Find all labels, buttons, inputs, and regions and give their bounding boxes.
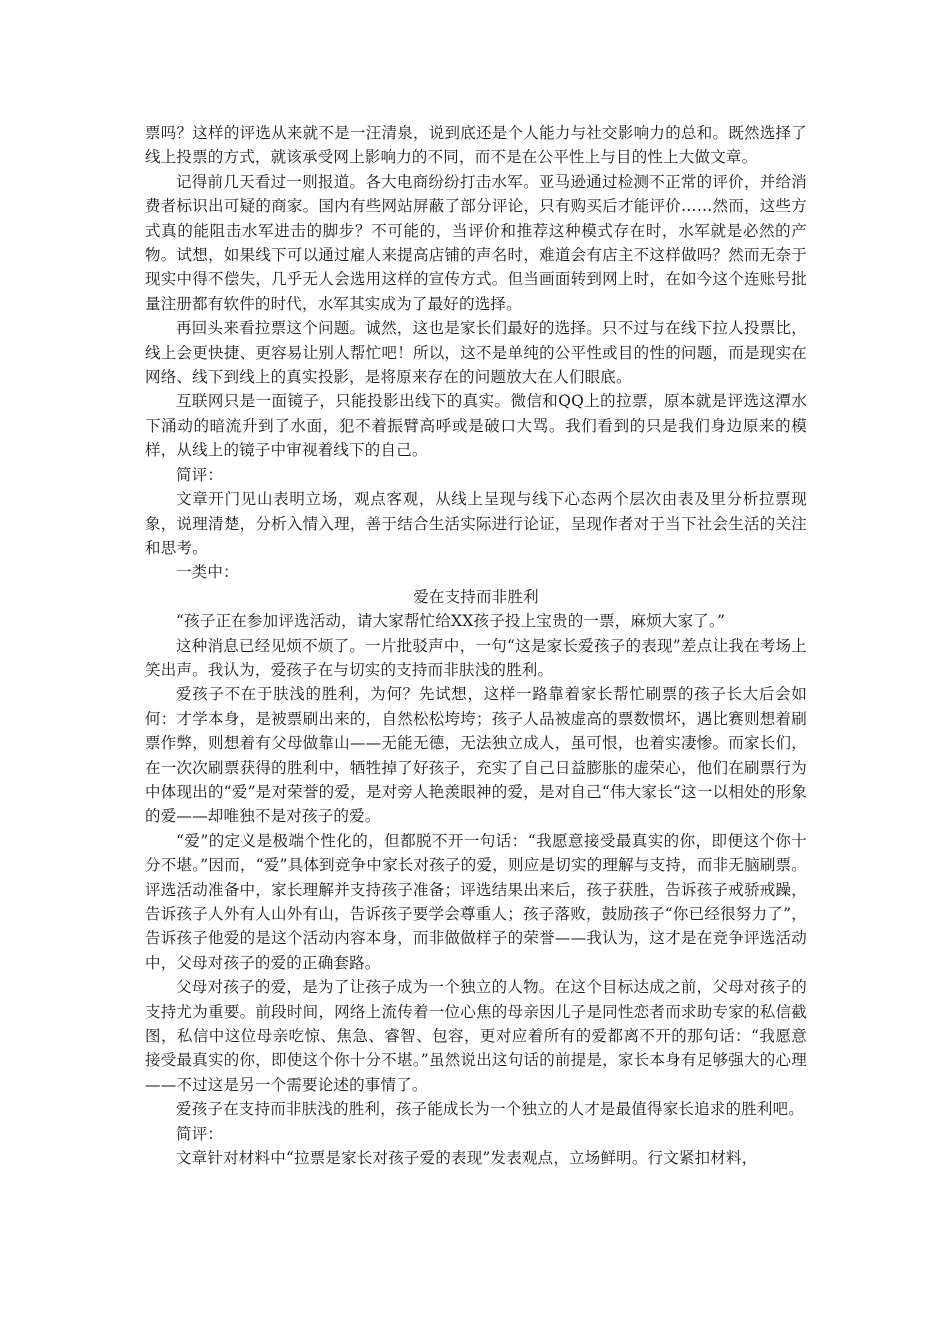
paragraph: 互联网只是一面镜子，只能投影出线下的真实。微信和QQ上的拉票，原本就是评选这潭水下涌动的暗流升到了水面，犯不着振臂高呼或是破口大骂。我们看到的只是我们身边原来的模样，从线上的镜子中审视着线下的自己。 (145, 392, 807, 460)
paragraph: “孩子正在参加评选活动，请大家帮忙给XX孩子投上宝贵的一票，麻烦大家了。” (176, 612, 726, 631)
paragraph: 父母对孩子的爱，是为了让孩子成为一个独立的人物。在这个目标达成之前，父母对孩子的支持尤为重要。前段时间，网络上流传着一位心焦的母亲因儿子是同性恋者而求助专家的私信截图，私信中这位母亲吃惊、焦急、睿智、包容，更对应着所有的爱都离不开的那句话：“我愿意接受最真实的你，即使这个你十分不堪。”虽然说出这句话的前提是，家长本身有足够强大的心理——不过这是另一个需要论述的事情了。 (145, 978, 807, 1094)
paragraph: 爱孩子不在于肤浅的胜利，为何？先试想，这样一路靠着家长帮忙刷票的孩子长大后会如何：才学本身，是被票刷出来的，自然松松垮垮；孩子人品被虚高的票数惯坏，遇比赛则想着刷票作弊，则想着有父母做靠山——无能无德，无法独立成人，虽可恨，也着实凄惨。而家长们，在一次次刷票获得的胜利中，牺牲掉了好孩子，充实了自己日益膨胀的虚荣心，他们在刷票行为中体现出的“爱”是对荣誉的爱，是对旁人艳羡眼神的爱，是对自己“伟大家长“这一以相处的形象的爱——却唯独不是对孩子的爱。 (145, 685, 807, 826)
comment-label: 简评： (176, 1124, 224, 1143)
paragraph: 文章开门见山表明立场，观点客观，从线上呈现与线下心态两个层次由表及里分析拉票现象，说理清楚，分析入情入理，善于结合生活实际进行论证，呈现作者对于当下社会生活的关注和思考。 (145, 490, 807, 557)
paragraph: 再回头来看拉票这个问题。诚然，这也是家长们最好的选择。只不过与在线下拉人投票比，线上会更快捷、更容易让别人帮忙吧！所以，这不是单纯的公平性或目的性的问题，而是现实在网络、线下到线上的真实投影，是将原来存在的问题放大在人们眼底。 (145, 319, 807, 387)
essay-title: 爱在支持而非胜利 (413, 587, 539, 606)
paragraph: “爱”的定义是极端个性化的，但都脱不开一句话：“我愿意接受最真实的你，即便这个你十分不堪。”因而，“爱”具体到竞争中家长对孩子的爱，则应是切实的理解与支持，而非无脑刷票。评选活动准备中，家长理解并支持孩子准备；评选结果出来后，孩子获胜，告诉孩子戒骄戒躁，告诉孩子人外有人山外有山，告诉孩子要学会尊重人；孩子落败，鼓励孩子“你已经很努力了”，告诉孩子他爱的是这个活动内容本身，而非做做样子的荣誉——我认为，这才是在竞争评选活动中，父母对孩子的爱的正确套路。 (145, 831, 807, 972)
paragraph: 这种消息已经见烦不烦了。一片批驳声中，一句“这是家长爱孩子的表现”差点让我在考场上笑出声。我认为，爱孩子在与切实的支持而非肤浅的胜利。 (145, 636, 807, 679)
document-body (145, 121, 807, 1170)
paragraph: 爱孩子在支持而非肤浅的胜利，孩子能成长为一个独立的人才是最值得家长追求的胜利吧。 (176, 1100, 805, 1119)
category-label: 一类中： (176, 563, 239, 582)
paragraph: 文章针对材料中“拉票是家长对孩子爱的表现”发表观点，立场鲜明。行文紧扣材料， (176, 1149, 758, 1168)
paragraph: 票吗？这样的评选从来就不是一汪清泉，说到底还是个人能力与社交影响力的总和。既然选择了线上投票的方式，就该承受网上影响力的不同，而不是在公平性上与目的性上大做文章。 (145, 124, 807, 167)
paragraph: 记得前几天看过一则报道。各大电商纷纷打击水军。亚马逊通过检测不正常的评价，并给消费者标识出可疑的商家。国内有些网站屏蔽了部分评论，只有购买后才能评价……然而，这些方式真的能阻击水军进击的脚步？不可能的，当评价和推荐这种模式存在时，水军就是必然的产物。试想，如果线下可以通过雇人来提高店铺的声名时，难道会有店主不这样做吗？然而无奈于现实中得不偿失，几乎无人会选用这样的宣传方式。但当画面转到网上时，在如今这个连账号批量注册都有软件的时代，水军其实成为了最好的选择。 (145, 172, 807, 313)
comment-label: 简评： (176, 465, 224, 484)
